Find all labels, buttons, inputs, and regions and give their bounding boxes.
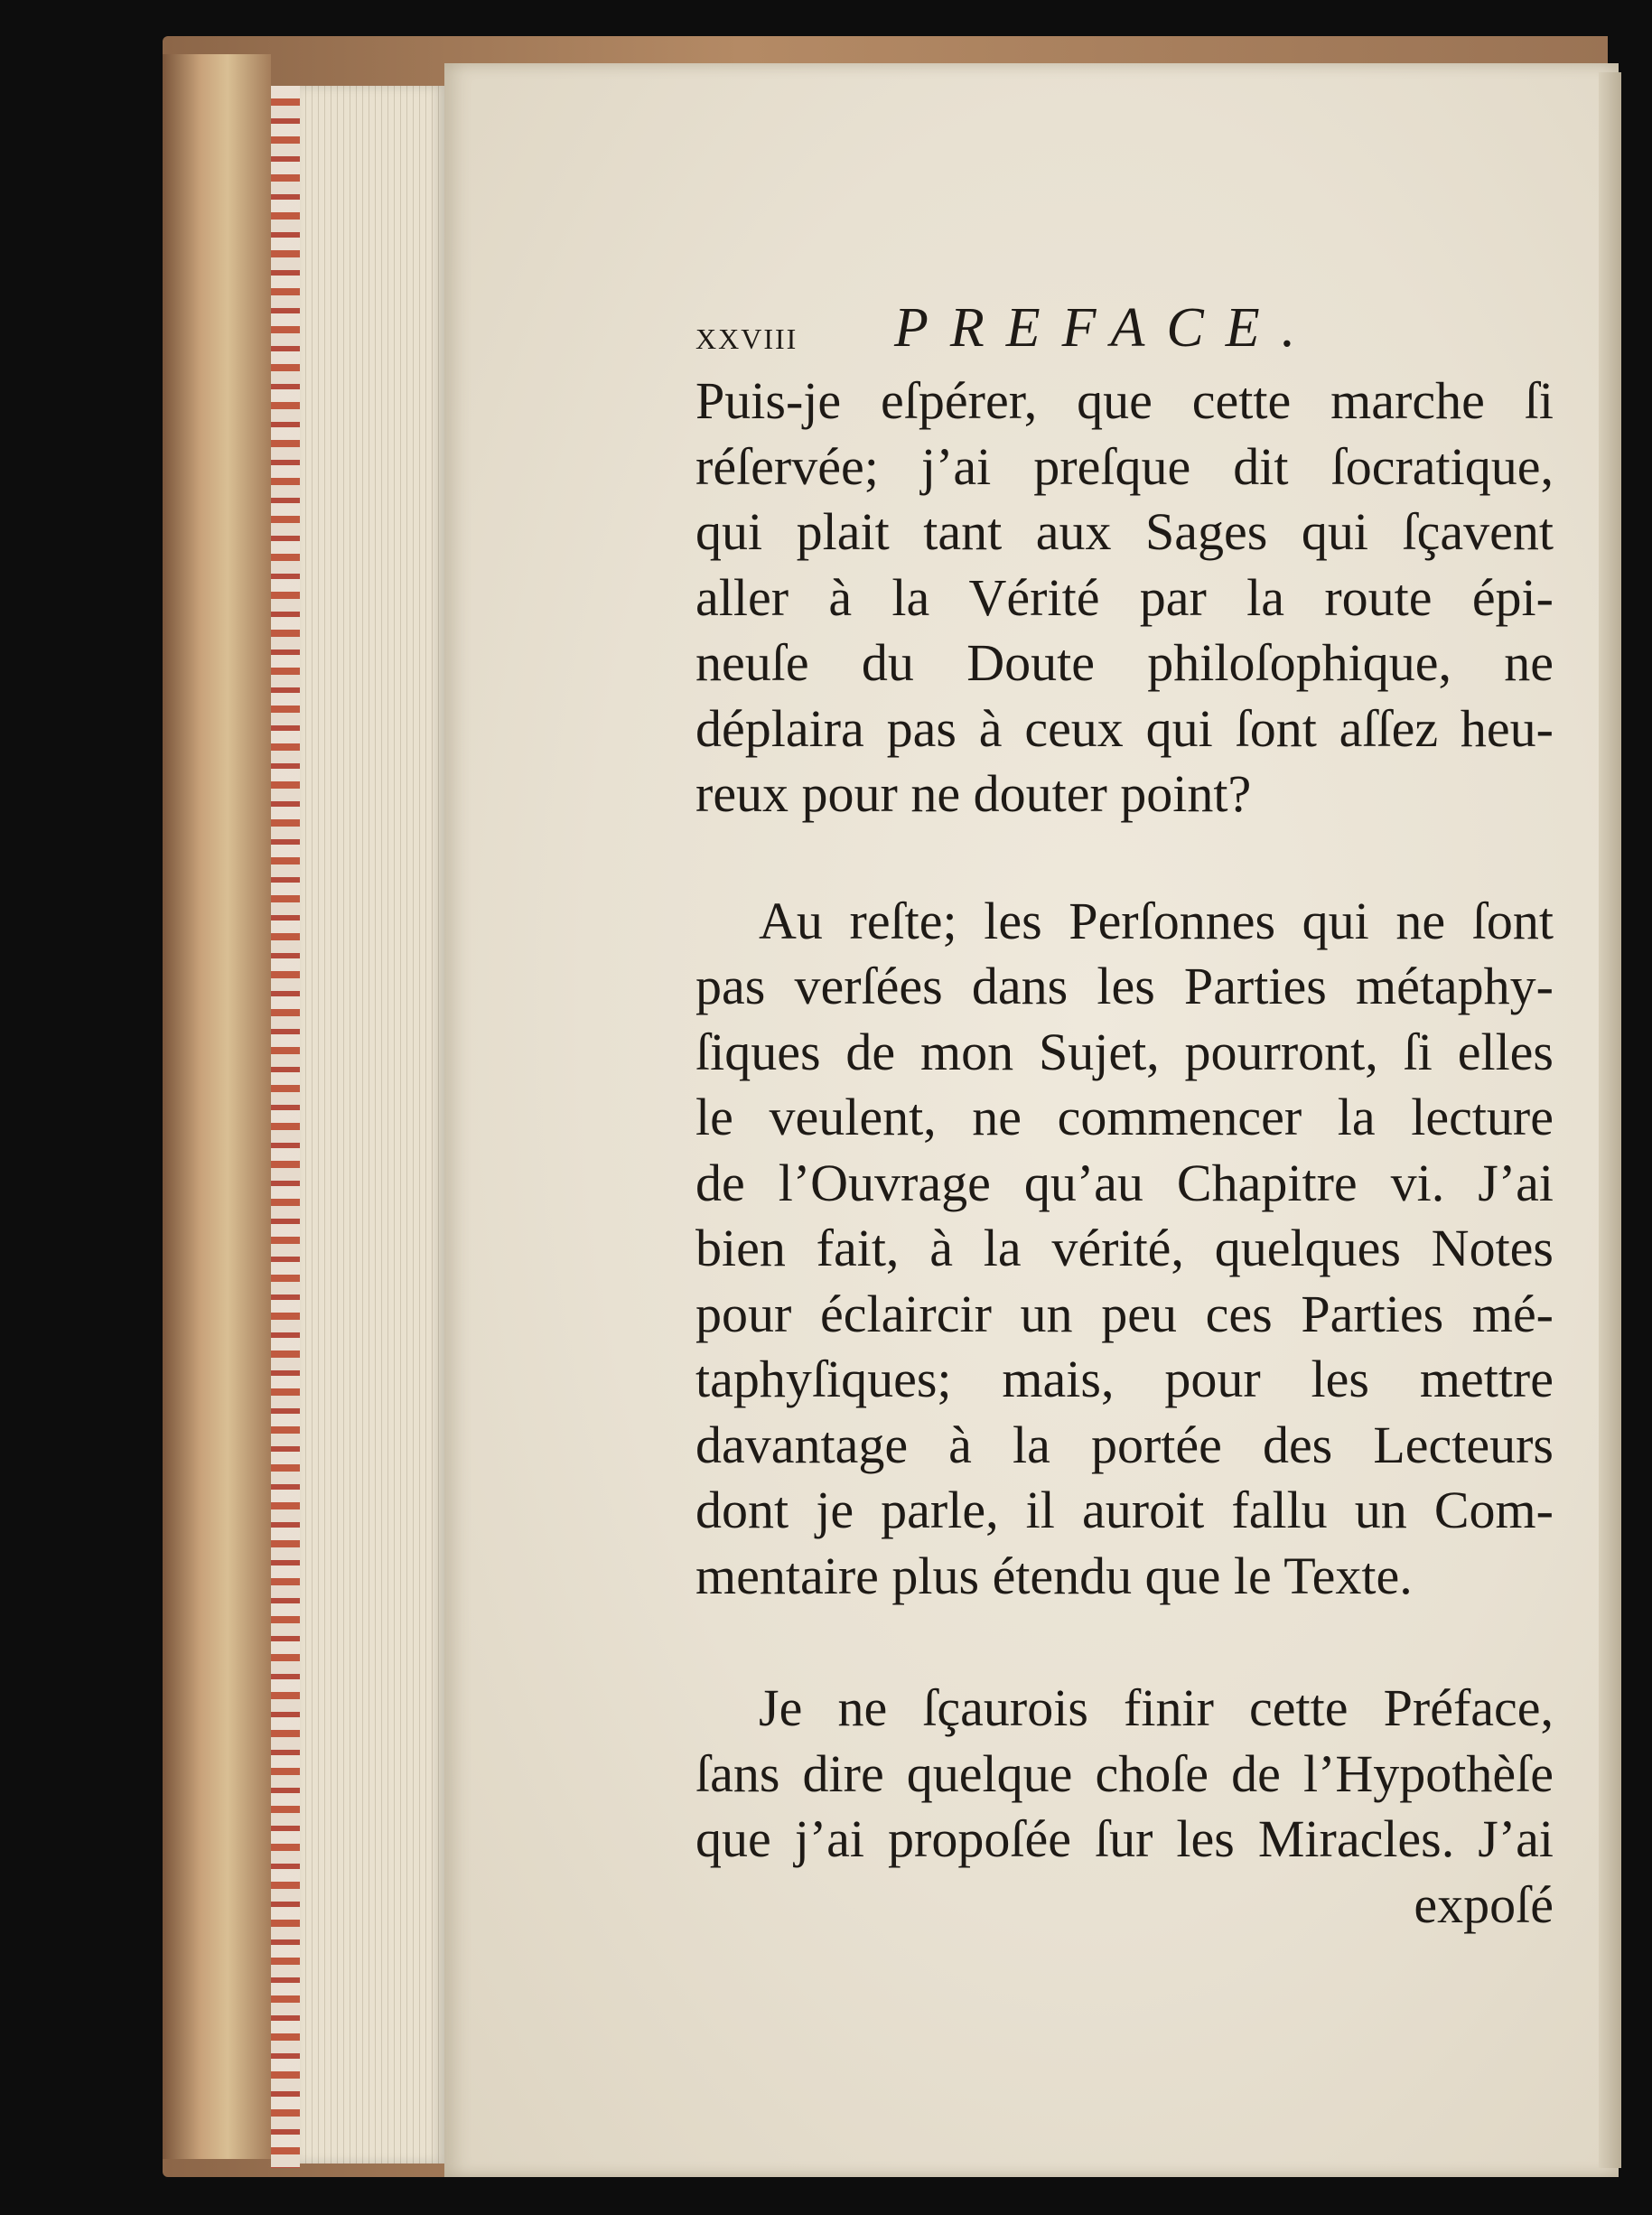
text-line: dont je parle, il auroit fallu un Com- [695,1481,1554,1539]
paragraph-2 [695,889,1554,1610]
text-line: pas verſées dans les Parties métaphy- [695,957,1554,1015]
book-spine [163,54,271,2159]
paragraph-gap [695,1609,1554,1676]
page-number: xxviii [695,312,798,358]
text-line: Je ne ſçaurois finir cette Préface, [759,1678,1554,1737]
text-line: ſans dire quelque choſe de l’Hypothèſe [695,1743,1554,1803]
text-line: bien fait, à la vérité, quelques Notes [695,1219,1554,1277]
marbled-page-edge [271,86,300,2168]
text-line: de l’Ouvrage qu’au Chapitre vi. J’ai [695,1153,1554,1212]
page-gutter-edge [1599,72,1621,2168]
text-line: reux pour ne douter point? [695,764,1252,823]
text-line: aller à la Vérité par la route épi- [695,567,1554,627]
text-line: le veulent, ne commencer la lecture [695,1088,1554,1146]
page-text-block [695,289,1554,1938]
text-line: que j’ai propoſée ſur les Miracles. J’ai [695,1809,1554,1868]
text-line: réſervée; j’ai preſque dit ſocratique, [695,436,1554,496]
paragraph-1 [695,369,1554,827]
text-line: neuſe du Doute philoſophique, ne [695,633,1554,692]
paragraph-gap [695,827,1554,889]
text-line: qui plait tant aux Sages qui ſçavent [695,502,1554,561]
text-line: davantage à la portée des Lecteurs [695,1415,1554,1474]
text-line: Au reſte; les Perſonnes qui ne ſont [759,891,1554,950]
text-line: ſiques de mon Sujet, pourront, ſi elles [695,1022,1554,1081]
text-line: Puis-je eſpérer, que cette marche ſi [695,371,1554,430]
text-line: taphyſiques; mais, pour les mettre [695,1350,1554,1408]
text-line: pour éclaircir un peu ces Parties mé- [695,1284,1554,1343]
page-stack-edges [300,86,444,2164]
catchword: expoſé [1414,1874,1554,1934]
paragraph-3 [695,1676,1554,1873]
running-head: PREFACE. [894,297,1318,359]
text-line: mentaire plus étendu que le Texte. [695,1546,1413,1605]
text-line: déplaira pas à ceux qui ſont aſſez heu- [695,698,1554,758]
page-header [695,289,1554,363]
